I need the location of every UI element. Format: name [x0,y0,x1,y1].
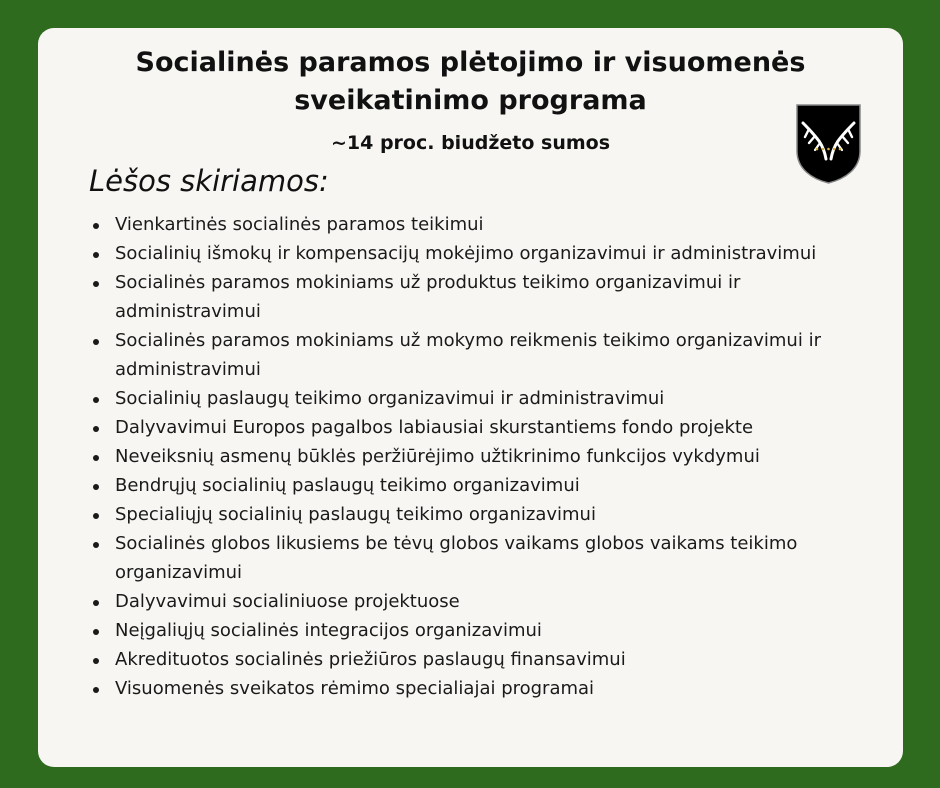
list-item-text: Socialinių paslaugų teikimo organizavimui ir administravimui [115,388,665,409]
list-item-text: Dalyvavimui socialiniuose projektuose [115,591,460,612]
bullet-icon [93,687,99,693]
bullet-icon [93,455,99,461]
bullet-icon [93,542,99,548]
list-item [88,239,888,268]
list-item [88,500,888,529]
bullet-icon [93,629,99,635]
list-item-text: Specialiųjų socialinių paslaugų teikimo organizavimui [115,504,596,525]
list-item-text: Bendrųjų socialinių paslaugų teikimo organizavimui [115,475,580,496]
list-item-text: Neveiksnių asmenų būklės peržiūrėjimo užtikrinimo funkcijos vykdymui [115,446,760,467]
bullet-icon [93,426,99,432]
page-title [38,44,903,120]
bullet-icon [93,339,99,345]
title-line-1: Socialinės paramos plėtojimo ir visuomenės [135,47,806,78]
list-item [88,616,888,645]
funding-list [88,210,888,703]
list-item-text: Dalyvavimui Europos pagalbos labiausiai skurstantiems fondo projekte [115,417,754,438]
content-card [38,28,903,767]
bullet-icon [93,513,99,519]
list-item [88,645,888,674]
bullet-icon [93,397,99,403]
section-heading: Lėšos skiriamos: [89,164,329,198]
budget-share-subtitle: ~14 proc. biudžeto sumos [330,132,611,154]
bullet-icon [93,223,99,229]
list-item-text: Visuomenės sveikatos rėmimo specialiajai programai [115,678,595,699]
list-item [88,413,888,442]
list-item-text: Vienkartinės socialinės paramos teikimui [115,214,484,235]
bullet-icon [93,658,99,664]
bullet-icon [93,600,99,606]
list-item-text: Socialinės paramos mokiniams už produktus teikimo organizavimui ir administravimui [115,272,741,322]
list-item-text: Socialinės globos likusiems be tėvų globos vaikams globos vaikams teikimo organizavimui [115,533,798,583]
bullet-icon [93,281,99,287]
title-line-2: sveikatinimo programa [294,85,647,116]
list-item-text: Neįgaliųjų socialinės integracijos organizavimui [115,620,542,641]
list-item [88,529,888,587]
list-item-text: Akredituotos socialinės priežiūros paslaugų finansavimui [115,649,626,670]
list-item [88,587,888,616]
list-item-text: Socialinės paramos mokiniams už mokymo reikmenis teikimo organizavimui ir administravimui [115,330,821,380]
list-item [88,674,888,703]
bullet-icon [93,252,99,258]
list-item [88,471,888,500]
list-item [88,326,888,384]
bullet-icon [93,484,99,490]
list-item [88,210,888,239]
list-item [88,442,888,471]
list-item [88,268,888,326]
list-item [88,384,888,413]
list-item-text: Socialinių išmokų ir kompensacijų mokėjimo organizavimui ir administravimui [115,243,817,264]
coat-of-arms-icon [795,103,862,184]
